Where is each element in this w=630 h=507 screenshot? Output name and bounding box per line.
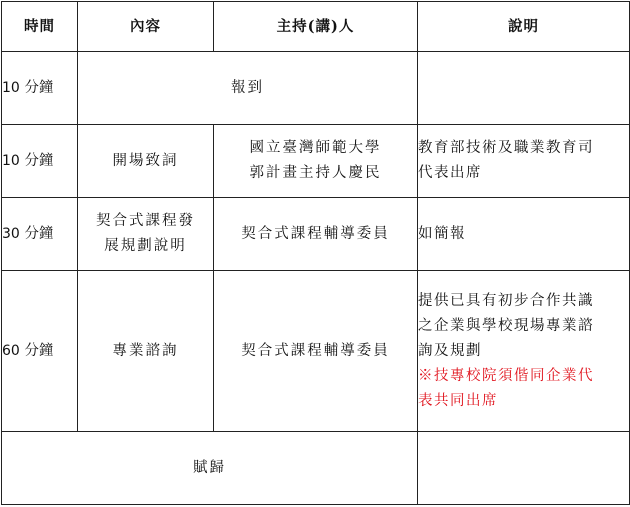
note-cell (418, 432, 630, 505)
content-cell: 賦歸 (2, 432, 418, 505)
content-line: 展規劃說明 (104, 238, 187, 254)
content-cell: 開場致詞 (78, 125, 214, 198)
content-cell (78, 198, 214, 271)
time-unit: 分鐘 (24, 225, 54, 242)
table-row (2, 271, 630, 432)
host-cell: 契合式課程輔導委員 (214, 198, 418, 271)
table-row (2, 432, 630, 505)
host-line: 國立臺灣師範大學 (249, 140, 382, 156)
content-cell (78, 52, 418, 125)
note-line: 提供已具有初步合作共識 (418, 292, 594, 309)
note-cell: 如簡報 (418, 198, 630, 271)
note-cell (418, 52, 630, 125)
note-cell (418, 271, 630, 432)
time-cell (2, 271, 78, 432)
time-cell (2, 52, 78, 125)
note-line: 教育部技術及職業教育司 (418, 140, 594, 156)
host-cell: 契合式課程輔導委員 (214, 271, 418, 432)
note-line: 代表出席 (418, 165, 482, 181)
time-number: 10 (2, 79, 20, 96)
time-number: 10 (2, 152, 20, 169)
table-row (2, 52, 630, 125)
content-cell: 專業諮詢 (78, 271, 214, 432)
time-unit: 分鐘 (24, 152, 54, 169)
header-host: 主持(講)人 (214, 2, 418, 52)
table-row (2, 198, 630, 271)
time-cell (2, 125, 78, 198)
table-row (2, 125, 630, 198)
note-cell (418, 125, 630, 198)
header-note: 說明 (418, 2, 630, 52)
note-line: 之企業與學校現場專業諮 (418, 317, 594, 334)
time-number: 30 (2, 225, 20, 242)
header-time: 時間 (2, 2, 78, 52)
note-warning-line: 表共同出席 (418, 392, 498, 409)
host-line: 郭計畫主持人慶民 (249, 165, 382, 181)
note-line: 詢及規劃 (418, 342, 482, 359)
note-warning-line: ※技專校院須偕同企業代 (418, 367, 594, 384)
host-cell (214, 125, 418, 198)
content-line: 契合式課程發 (96, 213, 195, 229)
header-row (2, 2, 630, 52)
time-unit: 分鐘 (24, 79, 54, 96)
time-number: 60 (2, 342, 20, 359)
header-content: 內容 (78, 2, 214, 52)
time-cell (2, 198, 78, 271)
time-unit: 分鐘 (24, 342, 54, 359)
content-text: 報到 (231, 79, 264, 96)
schedule-table (1, 1, 630, 505)
